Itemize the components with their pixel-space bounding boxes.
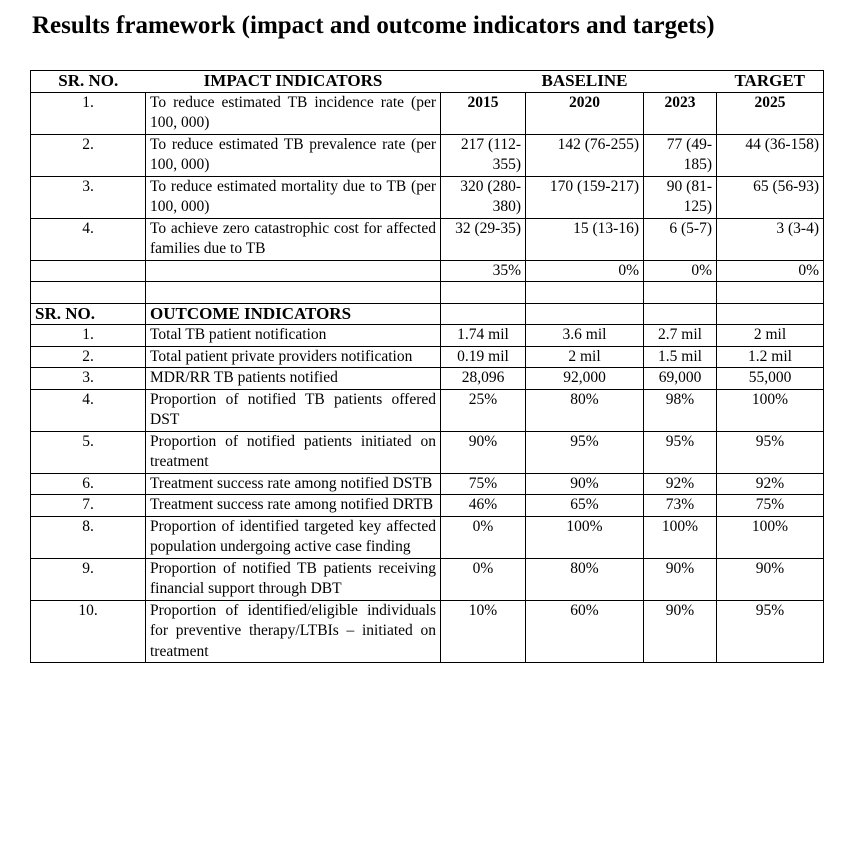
value-2023: 92%: [644, 473, 717, 495]
empty-cell: [526, 282, 644, 304]
value-2020: 92,000: [526, 368, 644, 390]
value-2025: 100%: [717, 389, 824, 431]
table-row: [31, 218, 824, 260]
empty-cell: [146, 282, 441, 304]
value-2023: 6 (5-7): [644, 218, 717, 260]
value-2020: 95%: [526, 431, 644, 473]
empty-cell: [31, 282, 146, 304]
table-row: [31, 134, 824, 176]
outcome-header-row: [31, 303, 824, 325]
value-2025: 65 (56-93): [717, 176, 824, 218]
indicator-text: Total patient private providers notification: [146, 346, 441, 368]
table-row: [31, 325, 824, 347]
value-2023: 69,000: [644, 368, 717, 390]
value-2015: 217 (112-355): [441, 134, 526, 176]
sr-number: 5.: [31, 431, 146, 473]
sr-number: 8.: [31, 516, 146, 558]
year-header-2015: 2015: [441, 92, 526, 134]
sr-number: 9.: [31, 558, 146, 600]
empty-cell: [717, 282, 824, 304]
value-2023: 0%: [644, 260, 717, 282]
sr-number: 4.: [31, 218, 146, 260]
value-2015: 32 (29-35): [441, 218, 526, 260]
value-2025: 95%: [717, 600, 824, 663]
table-row: [31, 431, 824, 473]
sr-number: 2.: [31, 134, 146, 176]
table-row: [31, 368, 824, 390]
table-row: [31, 495, 824, 517]
value-2023: 77 (49-185): [644, 134, 717, 176]
value-2015: 0.19 mil: [441, 346, 526, 368]
value-2015: 28,096: [441, 368, 526, 390]
year-header-2025: 2025: [717, 92, 824, 134]
outcome-indicators-header: OUTCOME INDICATORS: [146, 303, 441, 325]
value-2025: 0%: [717, 260, 824, 282]
empty-cell: [441, 303, 526, 325]
value-2020: 142 (76-255): [526, 134, 644, 176]
value-2020: 15 (13-16): [526, 218, 644, 260]
page-title: Results framework (impact and outcome indicators and targets): [32, 12, 715, 39]
sr-number: 1.: [31, 325, 146, 347]
value-2023: 95%: [644, 431, 717, 473]
sr-number: 7.: [31, 495, 146, 517]
indicator-text: MDR/RR TB patients notified: [146, 368, 441, 390]
table-row: [31, 389, 824, 431]
impact-indicators-header: IMPACT INDICATORS: [146, 71, 441, 93]
value-2015: 0%: [441, 516, 526, 558]
sr-number: 1.: [31, 92, 146, 134]
sr-number: 4.: [31, 389, 146, 431]
indicator-text: Proportion of notified TB patients receiving financial support through DBT: [146, 558, 441, 600]
table-row: [31, 558, 824, 600]
results-framework-table: [30, 70, 824, 663]
value-2025: 75%: [717, 495, 824, 517]
value-2015: 1.74 mil: [441, 325, 526, 347]
sr-number: 3.: [31, 368, 146, 390]
value-2023: 73%: [644, 495, 717, 517]
value-2015: 75%: [441, 473, 526, 495]
value-2020: 170 (159-217): [526, 176, 644, 218]
value-2025: 44 (36-158): [717, 134, 824, 176]
value-2015: 25%: [441, 389, 526, 431]
indicator-text: To reduce estimated TB prevalence rate (per 100, 000): [146, 134, 441, 176]
sr-number: 10.: [31, 600, 146, 663]
table-row: [31, 473, 824, 495]
indicator-text: Treatment success rate among notified DSTB: [146, 473, 441, 495]
value-2015: 0%: [441, 558, 526, 600]
sr-number: 3.: [31, 176, 146, 218]
table-row: [31, 346, 824, 368]
header-spacer: [644, 71, 717, 93]
sr-number: 2.: [31, 346, 146, 368]
empty-cell: [644, 303, 717, 325]
value-2020: 80%: [526, 389, 644, 431]
value-2025: 92%: [717, 473, 824, 495]
value-2020: 3.6 mil: [526, 325, 644, 347]
empty-cell: [717, 303, 824, 325]
value-2025: 90%: [717, 558, 824, 600]
sr-number: 6.: [31, 473, 146, 495]
baseline-header: BASELINE: [526, 71, 644, 93]
value-2025: 95%: [717, 431, 824, 473]
table-row: [31, 516, 824, 558]
value-2025: 1.2 mil: [717, 346, 824, 368]
value-2023: 90 (81-125): [644, 176, 717, 218]
value-2025: 3 (3-4): [717, 218, 824, 260]
sr-number: [31, 260, 146, 282]
value-2023: 100%: [644, 516, 717, 558]
year-header-2020: 2020: [526, 92, 644, 134]
value-2015: 35%: [441, 260, 526, 282]
indicator-text: Proportion of notified patients initiated on treatment: [146, 431, 441, 473]
table-body: [31, 71, 824, 663]
indicator-text: Proportion of identified/eligible individuals for preventive therapy/LTBIs – initiated on treatment: [146, 600, 441, 663]
target-header: TARGET: [717, 71, 824, 93]
value-2020: 60%: [526, 600, 644, 663]
value-2025: 100%: [717, 516, 824, 558]
empty-cell: [526, 303, 644, 325]
indicator-text: To reduce estimated TB incidence rate (per 100, 000): [146, 92, 441, 134]
value-2023: 1.5 mil: [644, 346, 717, 368]
table-row: [31, 260, 824, 282]
indicator-text: To achieve zero catastrophic cost for affected families due to TB: [146, 218, 441, 260]
value-2015: 10%: [441, 600, 526, 663]
value-2020: 65%: [526, 495, 644, 517]
value-2020: 2 mil: [526, 346, 644, 368]
indicator-text: To reduce estimated mortality due to TB (per 100, 000): [146, 176, 441, 218]
table-row: [31, 176, 824, 218]
header-spacer: [441, 71, 526, 93]
value-2020: 80%: [526, 558, 644, 600]
spacer-row: [31, 282, 824, 304]
value-2023: 90%: [644, 558, 717, 600]
value-2020: 0%: [526, 260, 644, 282]
value-2015: 320 (280-380): [441, 176, 526, 218]
empty-cell: [644, 282, 717, 304]
empty-cell: [441, 282, 526, 304]
value-2015: 90%: [441, 431, 526, 473]
indicator-text: Proportion of identified targeted key affected population undergoing active case finding: [146, 516, 441, 558]
value-2023: 90%: [644, 600, 717, 663]
year-header-2023: 2023: [644, 92, 717, 134]
impact-sr-header: SR. NO.: [31, 71, 146, 93]
value-2023: 98%: [644, 389, 717, 431]
value-2020: 90%: [526, 473, 644, 495]
value-2023: 2.7 mil: [644, 325, 717, 347]
value-2020: 100%: [526, 516, 644, 558]
indicator-text: [146, 260, 441, 282]
indicator-text: Proportion of notified TB patients offered DST: [146, 389, 441, 431]
outcome-sr-header: SR. NO.: [31, 303, 146, 325]
indicator-text: Treatment success rate among notified DRTB: [146, 495, 441, 517]
value-2025: 55,000: [717, 368, 824, 390]
value-2015: 46%: [441, 495, 526, 517]
indicator-text: Total TB patient notification: [146, 325, 441, 347]
impact-header-row: [31, 71, 824, 93]
value-2025: 2 mil: [717, 325, 824, 347]
table-row: [31, 600, 824, 663]
table-row: [31, 92, 824, 134]
